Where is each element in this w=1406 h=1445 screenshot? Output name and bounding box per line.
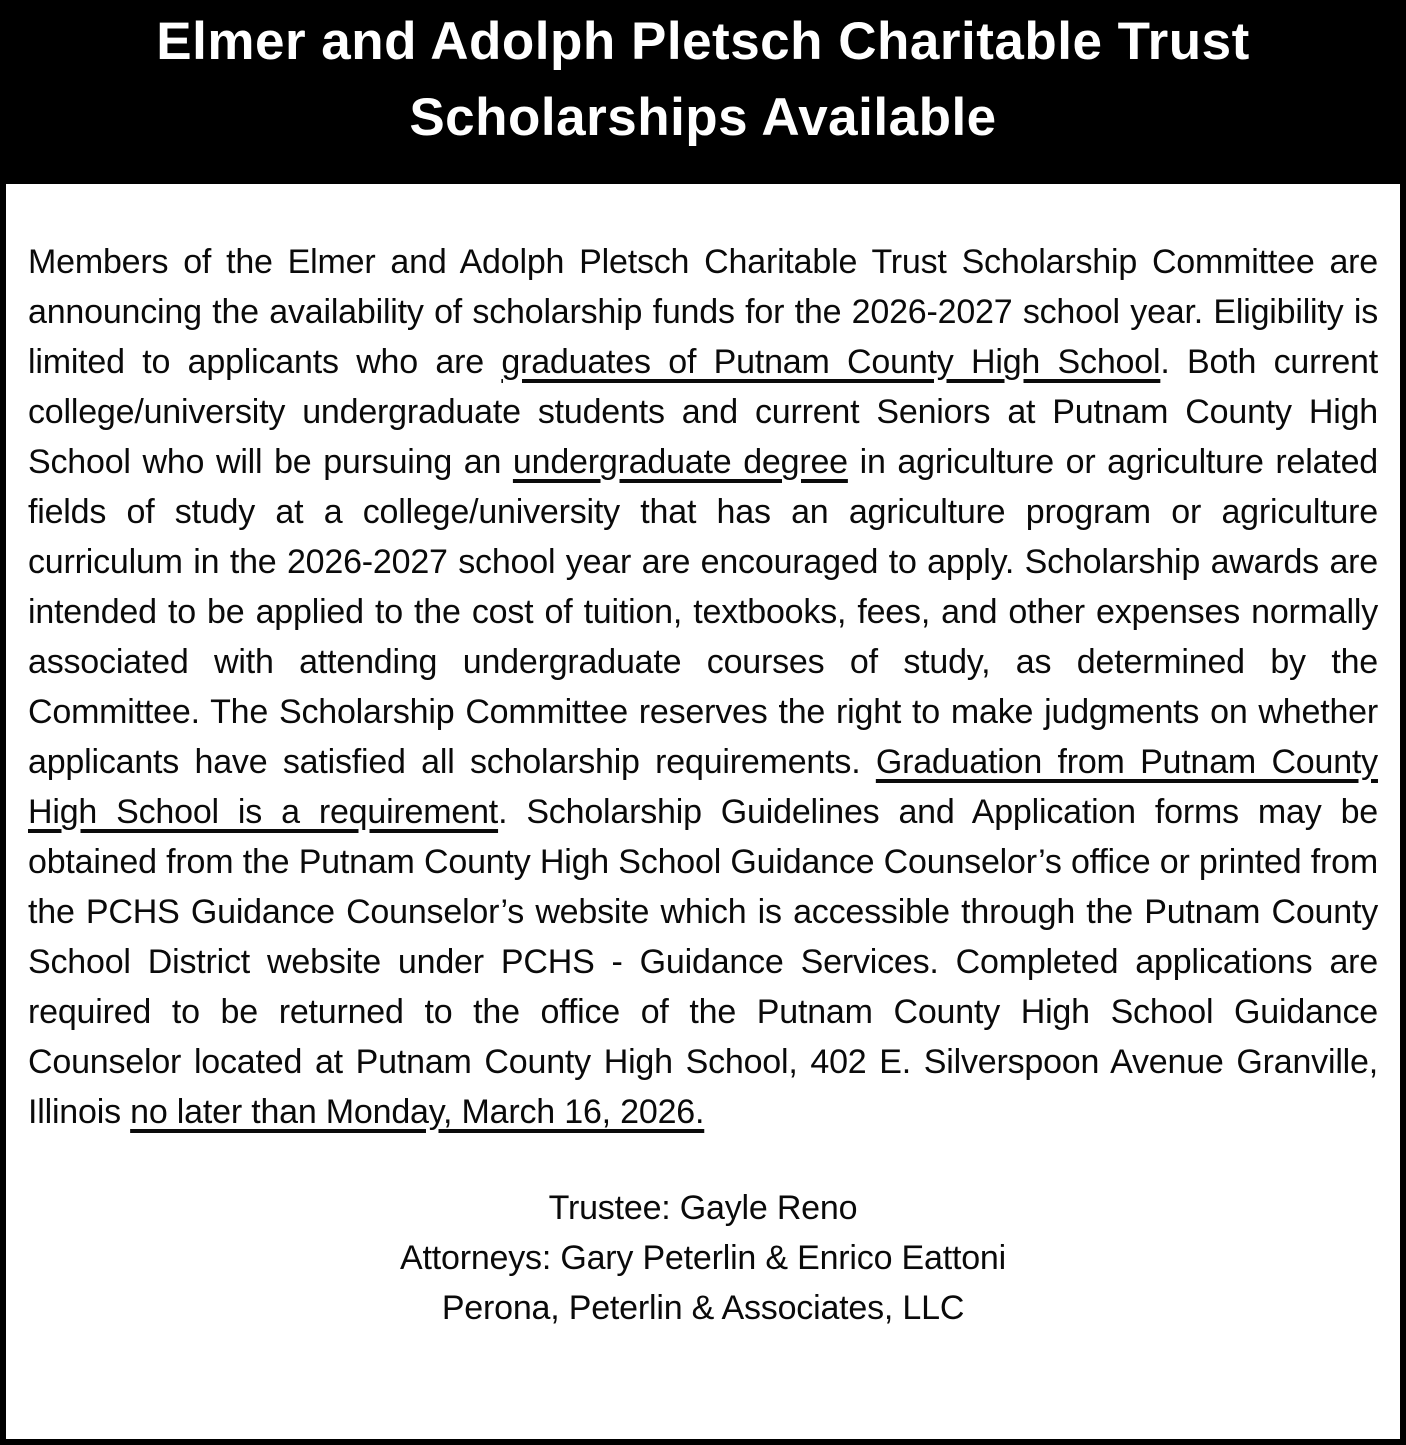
paragraph-segment: . Both current college/university undergraduate students and current Seniors at Putnam County High School who will be pursuing an xyxy=(28,343,1379,481)
title-line-2: Scholarships Available xyxy=(409,88,997,147)
paragraph-segment: Members of the Elmer and Adolph Pletsch Charitable Trust Scholarship Committee are announcing the availability of scholarship funds for the 2026-2027 school year. Eligibility is limited to applicants who are xyxy=(28,243,1378,381)
notice-paragraph xyxy=(28,237,1378,1137)
paragraph-segment-underlined: graduates of Putnam County High School xyxy=(501,343,1161,381)
masthead xyxy=(0,0,1406,184)
signature-block xyxy=(28,1183,1378,1333)
title-line-1: Elmer and Adolph Pletsch Charitable Trust xyxy=(156,12,1250,71)
paragraph-segment: in agriculture or agriculture related fields of study at a college/university that has an agriculture program or agriculture curriculum in the 2026-2027 school year are encouraged to apply. Scholarship awards are intended to be applied to the cost of tuition, textbooks, fees, and other expenses normally associated with attending undergraduate courses of study, as determined by the Committee. The Scholarship Committee reserves the right to make judgments on whether applicants have satisfied all scholarship requirements. xyxy=(28,443,1378,781)
notice-body xyxy=(6,184,1400,1333)
paragraph-segment: . Scholarship Guidelines and Application forms may be obtained from the Putnam County High School Guidance Counselor’s office or printed from the PCHS Guidance Counselor’s website which is accessible through the Putnam County School District website under PCHS - Guidance Services. Completed applications are required to be returned to the office of the Putnam County High School Guidance Counselor located at Putnam County High School, 402 E. Silverspoon Avenue Granville, Illinois xyxy=(28,793,1378,1131)
paragraph-segment-underlined: Graduation from Putnam County High School is a requirement xyxy=(28,743,1378,831)
paragraph-segment-underlined: undergraduate degree xyxy=(512,443,848,481)
signature-attorneys: Attorneys: Gary Peterlin & Enrico Eattoni xyxy=(400,1239,1006,1277)
signature-firm: Perona, Peterlin & Associates, LLC xyxy=(441,1289,965,1327)
signature-trustee: Trustee: Gayle Reno xyxy=(548,1189,858,1227)
paragraph-segment-underlined: no later than Monday, March 16, 2026. xyxy=(130,1093,705,1131)
